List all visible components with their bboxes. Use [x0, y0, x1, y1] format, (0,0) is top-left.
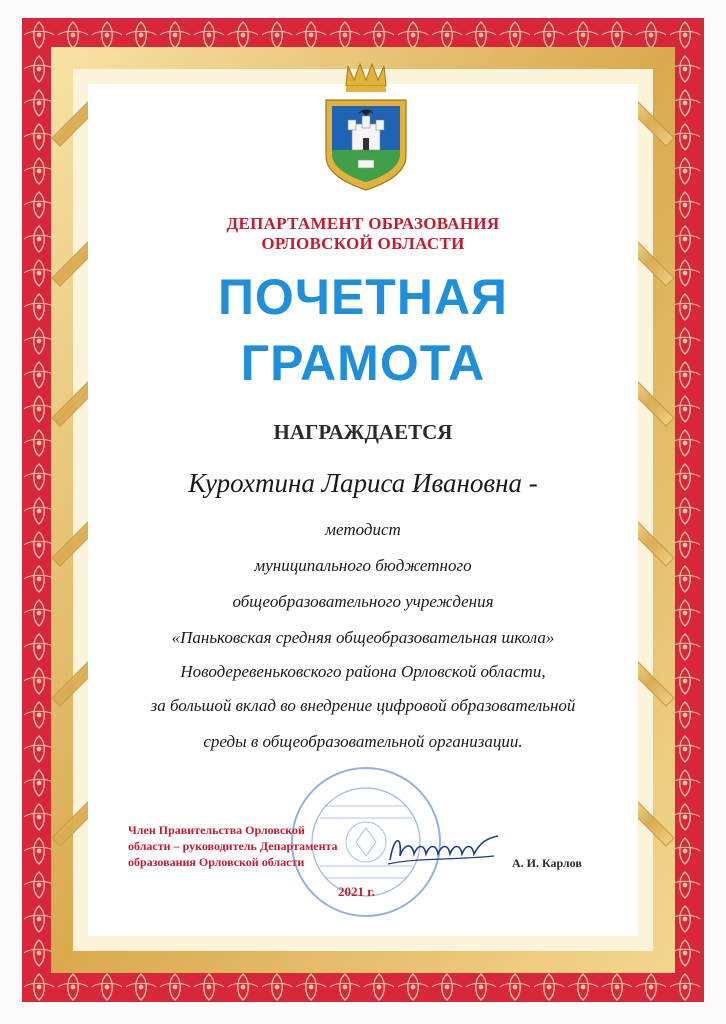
signatory-position-line-3: образования Орловской области	[128, 855, 305, 869]
body-line: муниципального бюджетного	[254, 556, 472, 575]
body-line: Новодеревеньковского района Орловской области,	[180, 662, 546, 681]
signatory-position-line-2: области – руководитель Департамента	[128, 839, 338, 853]
recipient-name: Курохтина Лариса Ивановна -	[188, 468, 538, 498]
signature-icon	[384, 826, 504, 870]
signatory-position-line-1: Член Правительства Орловской	[128, 823, 305, 837]
issue-year: 2021 г.	[338, 884, 375, 899]
body-line: за большой вклад во внедрение цифровой образовательной	[150, 696, 576, 715]
certificate-title-line-2: ГРАМОТА	[240, 335, 486, 391]
signatory-name: А. И. Карлов	[512, 856, 582, 870]
body-line: методист	[325, 520, 401, 539]
certificate-title-line-1: ПОЧЕТНАЯ	[217, 269, 508, 325]
signatory-position	[128, 822, 368, 870]
body-line: общеобразовательного учреждения	[232, 592, 494, 611]
department-line-2: ОРЛОВСКОЙ ОБЛАСТИ	[261, 234, 465, 253]
body-line: «Паньковская средняя общеобразовательная школа»	[171, 628, 555, 647]
body-line: среды в общеобразовательной организации.	[203, 732, 523, 751]
department-line-1: ДЕПАРТАМЕНТ ОБРАЗОВАНИЯ	[226, 214, 500, 233]
awarded-label: НАГРАЖДАЕТСЯ	[273, 420, 453, 444]
coat-of-arms-icon	[318, 60, 414, 192]
